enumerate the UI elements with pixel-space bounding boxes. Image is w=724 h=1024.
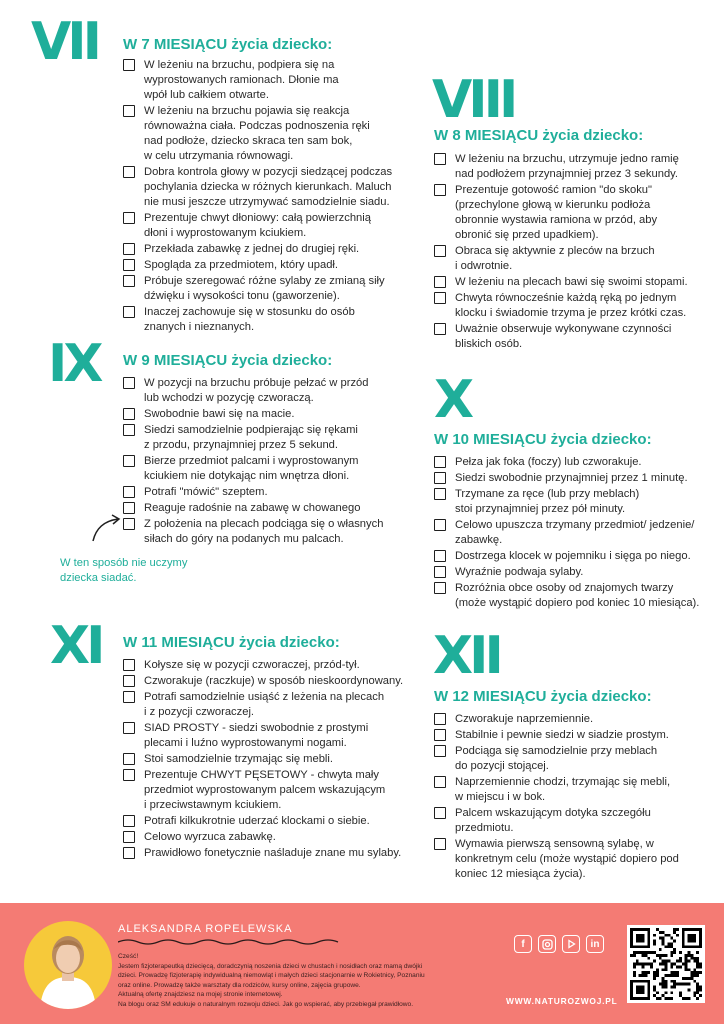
bio-line: Jestem fizjoterapeutką dziecięcą, doradczynią noszenia dzieci w chustach i nosidłach oraz mamą dwójki xyxy=(118,962,423,970)
checklist-item xyxy=(123,501,423,516)
checklist-item-text: Spogląda za przedmiotem, który upadł. xyxy=(144,259,339,271)
checklist-item-text: Uważnie obserwuje wykonywane czynności xyxy=(455,323,672,335)
checklist-item xyxy=(123,258,423,273)
checklist-item-text: wpół lub całkiem otwarte. xyxy=(144,89,269,101)
checklist-item xyxy=(123,305,423,335)
checkbox[interactable] xyxy=(123,243,135,255)
checkbox[interactable] xyxy=(123,722,135,734)
checklist-item-text: Wymawia pierwszą sensowną sylabę, w xyxy=(455,838,654,850)
checkbox[interactable] xyxy=(434,472,446,484)
checklist-item-text: (przechylone głową w kierunku podłoża xyxy=(455,199,651,211)
checkbox[interactable] xyxy=(123,831,135,843)
checklist-item xyxy=(434,455,724,470)
checkbox[interactable] xyxy=(434,456,446,468)
checkbox[interactable] xyxy=(123,691,135,703)
checkbox[interactable] xyxy=(434,745,446,757)
checklist-item xyxy=(123,517,423,547)
bio-line: dzieci. Prowadzę fizjoterapię indywidualną niemowląt i małych dzieci stacjonarnie w Rokietnicy, Poznaniu xyxy=(118,972,425,980)
checklist-item-text: Palcem wskazującym dotyka szczegółu xyxy=(455,807,651,819)
qr-code-icon xyxy=(627,925,705,1003)
bio-line: Cześć! xyxy=(118,953,139,960)
checkbox[interactable] xyxy=(123,166,135,178)
checklist-item xyxy=(123,58,423,103)
checklist-item-text: Celowo wyrzuca zabawkę. xyxy=(144,831,276,843)
checklist-item-text: Siedzi samodzielnie podpierając się rękami xyxy=(144,424,358,436)
checklist-item xyxy=(123,721,423,751)
checklist-item xyxy=(434,518,724,548)
checklist xyxy=(434,455,724,612)
checkbox[interactable] xyxy=(123,847,135,859)
checkbox[interactable] xyxy=(123,815,135,827)
checkbox[interactable] xyxy=(123,306,135,318)
checklist-item-text: obronić się przed upadkiem). xyxy=(455,229,599,241)
checklist-item-text: pochylania dziecka w różnych kierunkach. Maluch xyxy=(144,181,392,193)
checklist-item-text: obronnie wystawia ramiona w przód, aby xyxy=(455,214,658,226)
checkbox[interactable] xyxy=(123,377,135,389)
side-note-line: dziecka siadać. xyxy=(60,572,137,584)
checklist-item-text: i z pozycji czworaczej. xyxy=(144,706,255,718)
checklist-item xyxy=(123,814,423,829)
checkbox[interactable] xyxy=(434,519,446,531)
checklist-item-text: Bierze przedmiot palcami i wyprostowanym xyxy=(144,455,359,467)
checklist-item-text: Rozróżnia obce osoby od znajomych twarzy xyxy=(455,582,674,594)
checklist-item xyxy=(123,485,423,500)
checkbox[interactable] xyxy=(123,212,135,224)
checklist-item xyxy=(123,454,423,484)
checklist-item-text: Czworakuje naprzemiennie. xyxy=(455,713,594,725)
author-bio xyxy=(118,952,483,1010)
checklist-item xyxy=(123,752,423,767)
checklist-item-text: W pozycji na brzuchu próbuje pełzać w przód xyxy=(144,377,369,389)
checklist-item-text: Z położenia na plecach podciąga się o własnych xyxy=(144,518,384,530)
checkbox[interactable] xyxy=(434,245,446,257)
checklist-item-text: Prawidłowo fonetycznie naśladuje znane mu sylaby. xyxy=(144,847,402,859)
roman-numeral: X xyxy=(434,370,471,430)
social-links xyxy=(514,935,604,953)
checklist-item xyxy=(123,242,423,257)
checklist-item xyxy=(434,712,724,727)
checklist-item xyxy=(434,565,724,580)
checklist-item-text: równoważna ciała. Podczas podnoszenia ręki xyxy=(144,120,370,132)
checklist-item-text: nad podłożem przynajmniej przez 3 sekundy. xyxy=(455,168,679,180)
footer xyxy=(0,903,724,1024)
checklist-item-text: W leżeniu na brzuchu, podpiera się na xyxy=(144,59,335,71)
bio-line: Aktualną ofertę znajdziesz na mojej stronie internetowej. xyxy=(118,991,283,999)
checklist-item-text: Prezentuje gotowość ramion "do skoku" xyxy=(455,184,652,196)
checklist-item-text: Siedzi swobodnie przynajmniej przez 1 minutę. xyxy=(455,472,688,484)
checklist-item-text: W leżeniu na brzuchu, utrzymuje jedno ramię xyxy=(455,153,679,165)
checklist-item xyxy=(123,658,423,673)
checkbox[interactable] xyxy=(123,105,135,117)
checklist xyxy=(123,376,423,548)
checklist xyxy=(434,712,724,883)
checklist-item-text: konkretnym celu (może wystąpić dopiero pod xyxy=(455,853,679,865)
checklist-item-text: Chwyta równocześnie każdą ręką po jednym xyxy=(455,292,677,304)
checklist-item-text: Dobra kontrola głowy w pozycji siedzącej podczas xyxy=(144,166,393,178)
checklist-item-text: Trzymane za ręce (lub przy meblach) xyxy=(455,488,640,500)
checkbox[interactable] xyxy=(123,486,135,498)
checklist-item xyxy=(123,846,423,861)
checklist-item-text: Kołysze się w pozycji czworaczej, przód-tył. xyxy=(144,659,360,671)
checklist-item-text: siłach do góry na podanych mu palcach. xyxy=(144,533,344,545)
checkbox[interactable] xyxy=(123,769,135,781)
checklist-item-text: i odwrotnie. xyxy=(455,260,513,272)
checkbox[interactable] xyxy=(434,550,446,562)
checklist-item-text: kciukiem nie dotykając nim wnętrza dłoni. xyxy=(144,470,350,482)
checklist-item xyxy=(434,487,724,517)
checklist-item xyxy=(434,471,724,486)
checklist-item-text: Swobodnie bawi się na macie. xyxy=(144,408,295,420)
checklist-item-text: plecami i luźno wyprostowanymi nogami. xyxy=(144,737,347,749)
linkedin-icon[interactable]: in xyxy=(586,935,604,953)
checklist-item-text: Wyraźnie podwaja sylaby. xyxy=(455,566,584,578)
checklist-item-text: zabawkę. xyxy=(455,534,503,546)
checkbox[interactable] xyxy=(123,275,135,287)
checklist-item-text: Prezentuje chwyt dłoniowy: całą powierzchnią xyxy=(144,212,371,224)
checklist-item-text: do pozycji stojącej. xyxy=(455,760,549,772)
side-note-line: W ten sposób nie uczymy xyxy=(60,557,188,569)
checkbox[interactable] xyxy=(434,276,446,288)
checklist-item-text: Dostrzega klocek w pojemniku i sięga po niego. xyxy=(455,550,691,562)
checkbox[interactable] xyxy=(434,323,446,335)
checklist-item-text: przedmiot wyprostowanym palcem wskazującym xyxy=(144,784,386,796)
checkbox[interactable] xyxy=(434,292,446,304)
checkbox[interactable] xyxy=(434,838,446,850)
checkbox[interactable] xyxy=(123,659,135,671)
checkbox[interactable] xyxy=(434,153,446,165)
checklist-item-text: Obraca się aktywnie z pleców na brzuch xyxy=(455,245,655,257)
checklist-item xyxy=(434,244,724,274)
checklist-item-text: z przodu, przynajmniej przez 5 sekund. xyxy=(144,439,339,451)
checkbox[interactable] xyxy=(434,184,446,196)
checklist-item-text: w celu utrzymania równowagi. xyxy=(144,150,294,162)
checklist-item-text: Prezentuje CHWYT PĘSETOWY - chwyta mały xyxy=(144,769,380,781)
checklist-item-text: Celowo upuszcza trzymany przedmiot/ jedzenie/ xyxy=(455,519,695,531)
checklist-item xyxy=(123,830,423,845)
checklist-item-text: Podciąga się samodzielnie przy meblach xyxy=(455,745,658,757)
checklist-item-text: nad podłoże, dziecko skraca ten sam bok, xyxy=(144,135,353,147)
checklist-item xyxy=(434,183,724,243)
checklist-item-text: W leżeniu na plecach bawi się swoimi stopami. xyxy=(455,276,688,288)
checklist-item-text: Stoi samodzielnie trzymając się mebli. xyxy=(144,753,334,765)
roman-numeral: IX xyxy=(48,334,100,394)
roman-numeral: VIII xyxy=(432,70,515,130)
checklist-item-text: Czworakuje (raczkuje) w sposób nieskoordynowany. xyxy=(144,675,404,687)
checklist-item-text: Inaczej zachowuje się w stosunku do osób xyxy=(144,306,355,318)
roman-numeral: XI xyxy=(50,616,102,676)
checklist-item-text: przedmiotu. xyxy=(455,822,514,834)
checkbox[interactable] xyxy=(434,488,446,500)
author-name: ALEKSANDRA ROPELEWSKA xyxy=(118,923,293,935)
checklist-item-text: bliskich osób. xyxy=(455,338,523,350)
checklist-item xyxy=(434,837,724,882)
checklist-item-text: Potrafi kilkukrotnie uderzać klockami o siebie. xyxy=(144,815,370,827)
month-heading: W 9 MIESIĄCU życia dziecko: xyxy=(123,352,333,369)
checklist-item-text: klocku i świadomie trzyma je przez krótki czas. xyxy=(455,307,687,319)
checklist-item xyxy=(434,322,724,352)
checklist-item xyxy=(123,165,423,210)
checklist-item xyxy=(123,104,423,164)
checkbox[interactable] xyxy=(123,59,135,71)
checklist-item xyxy=(123,768,423,813)
checkbox[interactable] xyxy=(123,455,135,467)
checklist-item-text: Reaguje radośnie na zabawę w chowanego xyxy=(144,502,361,514)
checkbox[interactable] xyxy=(123,518,135,530)
checklist-item-text: w miejscu i w bok. xyxy=(455,791,546,803)
checklist-item-text: i przeciwstawnym kciukiem. xyxy=(144,799,282,811)
checklist-item xyxy=(434,152,724,182)
checklist-item-text: Przekłada zabawkę z jednej do drugiej ręki. xyxy=(144,243,360,255)
checklist-item xyxy=(123,376,423,406)
checklist-item-text: W leżeniu na brzuchu pojawia się reakcja xyxy=(144,105,350,117)
checkbox[interactable] xyxy=(123,502,135,514)
checkbox[interactable] xyxy=(123,408,135,420)
checklist-item xyxy=(123,690,423,720)
checklist-item-text: Potrafi samodzielnie usiąść z leżenia na plecach xyxy=(144,691,385,703)
side-note xyxy=(60,556,187,586)
month-heading: W 8 MIESIĄCU życia dziecko: xyxy=(434,127,644,144)
checklist-item-text: (może wystąpić dopiero pod koniec 10 miesiąca). xyxy=(455,597,700,609)
checklist-item xyxy=(123,423,423,453)
checklist-item-text: Pełza jak foka (foczy) lub czworakuje. xyxy=(455,456,642,468)
checkbox[interactable] xyxy=(123,753,135,765)
checklist xyxy=(123,58,423,336)
checklist-item-text: Próbuje szeregować różne sylaby ze zmianą siły xyxy=(144,275,385,287)
checklist xyxy=(434,152,724,353)
curved-arrow-icon xyxy=(90,514,124,544)
bio-line: oraz online. Prowadzę także warsztaty dla rodziców, kursy online, zajęcia grupowe. xyxy=(118,981,361,989)
checklist-item-text: nie musi jeszcze utrzymywać samodzielnie siadu. xyxy=(144,196,390,208)
month-heading: W 11 MIESIĄCU życia dziecko: xyxy=(123,634,340,651)
checklist-item-text: wyprostowanych ramionach. Dłonie ma xyxy=(144,74,339,86)
checklist-item-text: SIAD PROSTY - siedzi swobodnie z prostymi xyxy=(144,722,369,734)
checklist-item-text: lub wchodzi w pozycję czworaczą. xyxy=(144,392,314,404)
facebook-icon[interactable]: f xyxy=(514,935,532,953)
roman-numeral: VII xyxy=(31,12,98,72)
checklist-item xyxy=(123,274,423,304)
checklist-item-text: Naprzemiennie chodzi, trzymając się mebli, xyxy=(455,776,671,788)
checklist-item xyxy=(434,275,724,290)
checkbox[interactable] xyxy=(123,259,135,271)
checklist-item-text: dłoni i wyprostowanym kciukiem. xyxy=(144,227,307,239)
checklist-item xyxy=(434,744,724,774)
checkbox[interactable] xyxy=(434,566,446,578)
checklist-item-text: znanych i nieznanych. xyxy=(144,321,255,333)
month-heading: W 12 MIESIĄCU życia dziecko: xyxy=(434,688,652,705)
wave-divider xyxy=(118,936,348,946)
checklist-item-text: dźwięku i wysokości tonu (gaworzenie). xyxy=(144,290,340,302)
checklist-item xyxy=(434,775,724,805)
checklist-item xyxy=(123,674,423,689)
avatar xyxy=(24,921,112,1009)
checklist-item xyxy=(123,211,423,241)
roman-numeral: XII xyxy=(433,626,500,686)
checklist-item-text: koniec 12 miesiąca życia). xyxy=(455,868,586,880)
checklist-item-text: stoi przynajmniej przez pół minuty. xyxy=(455,503,626,515)
checklist-item xyxy=(434,549,724,564)
checklist-item xyxy=(123,407,423,422)
checklist-item xyxy=(434,581,724,611)
checklist-item-text: Potrafi "mówić" szeptem. xyxy=(144,486,268,498)
checkbox[interactable] xyxy=(434,776,446,788)
checkbox[interactable] xyxy=(434,713,446,725)
checklist-item-text: Stabilnie i pewnie siedzi w siadzie prostym. xyxy=(455,729,669,741)
checkbox[interactable] xyxy=(434,807,446,819)
checkbox[interactable] xyxy=(123,675,135,687)
instagram-icon[interactable] xyxy=(538,935,556,953)
checkbox[interactable] xyxy=(434,729,446,741)
month-heading: W 7 MIESIĄCU życia dziecko: xyxy=(123,36,333,53)
checkbox[interactable] xyxy=(123,424,135,436)
checklist-item xyxy=(434,291,724,321)
bio-line: Na blogu oraz SM edukuje o naturalnym rozwoju dzieci. Jak go wspierać, aby przebiegał prawidłowo. xyxy=(118,1000,414,1008)
checklist-item xyxy=(434,806,724,836)
checklist xyxy=(123,658,423,862)
checklist-item xyxy=(434,728,724,743)
month-heading: W 10 MIESIĄCU życia dziecko: xyxy=(434,431,652,448)
website-link[interactable]: WWW.NATUROZWOJ.PL xyxy=(506,996,618,1006)
youtube-icon[interactable] xyxy=(562,935,580,953)
checkbox[interactable] xyxy=(434,582,446,594)
